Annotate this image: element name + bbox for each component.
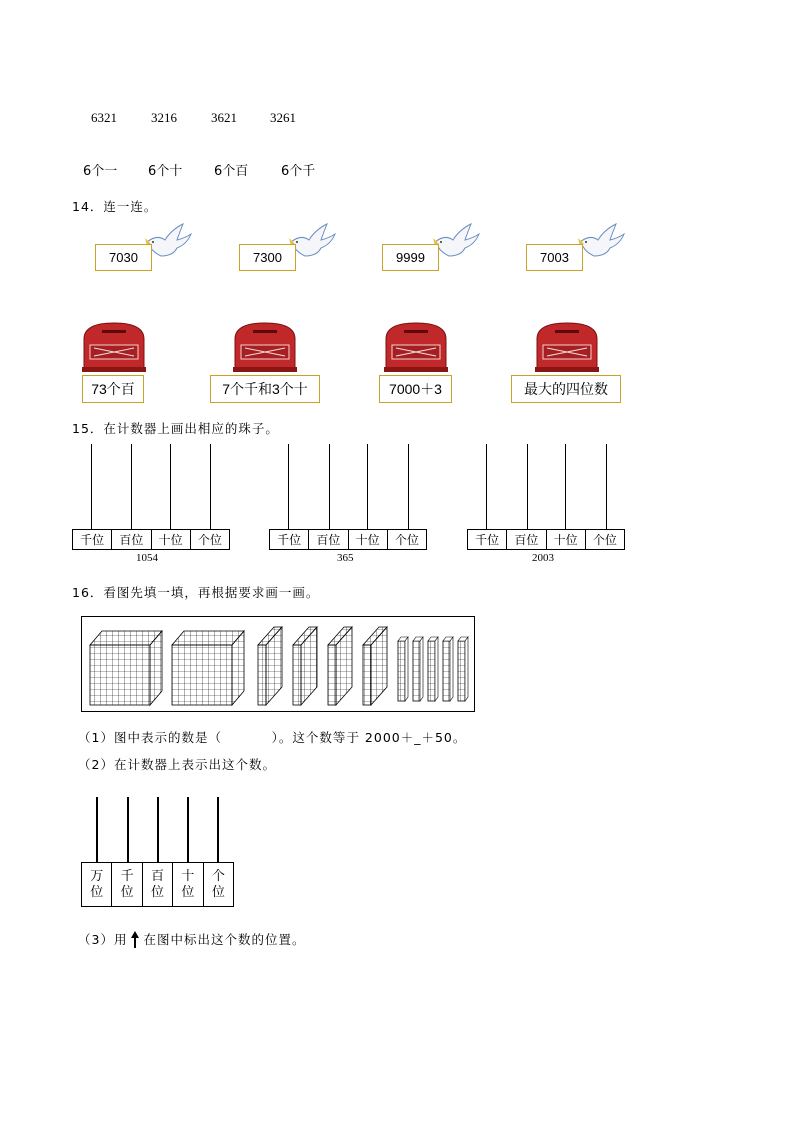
- place-ones: 个位: [190, 530, 229, 549]
- ten-rod: [428, 637, 438, 701]
- ten-rod: [398, 637, 408, 701]
- digit-label-thousands: 6个千: [281, 164, 316, 179]
- thousand-cube: [90, 631, 162, 705]
- abacus-caption: 365: [337, 552, 354, 564]
- mailbox-icon: [382, 321, 450, 373]
- number-box-7300[interactable]: 7300: [239, 244, 296, 271]
- base-ten-blocks-figure: [81, 616, 475, 712]
- place-thousands: 千 位: [111, 863, 141, 906]
- digit-label-ones: 6个一: [83, 164, 118, 179]
- place-tens: 十 位: [172, 863, 202, 906]
- q16-part3-before: （3）用: [78, 932, 128, 947]
- number-6321: 6321: [91, 110, 117, 125]
- place-ones: 个位: [387, 530, 426, 549]
- place-value-row: [72, 529, 230, 550]
- number-box-7030[interactable]: 7030: [95, 244, 152, 271]
- abacus-rod[interactable]: [217, 797, 219, 863]
- abacus-rod[interactable]: [91, 444, 92, 530]
- place-value-row: [467, 529, 625, 550]
- up-arrow-icon: [129, 929, 141, 949]
- q15-title: 15．在计数器上画出相应的珠子。: [72, 421, 279, 436]
- abacus-rod[interactable]: [367, 444, 368, 530]
- place-tens: 十位: [348, 530, 387, 549]
- place-hundreds: 百位: [111, 530, 150, 549]
- place-ones: 个位: [585, 530, 624, 549]
- abacus-rod[interactable]: [288, 444, 289, 530]
- q16-part2: （2）在计数器上表示出这个数。: [78, 757, 276, 772]
- ten-rod: [458, 637, 468, 701]
- mailbox-icon: [80, 321, 148, 373]
- mailbox-icon: [533, 321, 601, 373]
- place-hundreds: 百 位: [142, 863, 172, 906]
- abacus-rod[interactable]: [408, 444, 409, 530]
- hundred-flat: [293, 627, 317, 705]
- number-3261: 3261: [270, 110, 296, 125]
- abacus-rod[interactable]: [606, 444, 607, 530]
- place-hundreds: 百位: [308, 530, 347, 549]
- place-ten-thousands: 万 位: [90, 868, 104, 900]
- label-box-73-hundreds[interactable]: 73个百: [82, 375, 144, 403]
- number-box-9999[interactable]: 9999: [382, 244, 439, 271]
- place-ones: 个 位: [203, 863, 233, 906]
- abacus-rod[interactable]: [131, 444, 132, 530]
- abacus-rod[interactable]: [565, 444, 566, 530]
- place-value-row: [269, 529, 427, 550]
- place-tens: 十位: [546, 530, 585, 549]
- q16-title: 16．看图先填一填，再根据要求画一画。: [72, 585, 320, 600]
- hundred-flat: [258, 627, 282, 705]
- digit-label-tens: 6个十: [148, 164, 183, 179]
- hundred-flat: [363, 627, 387, 705]
- ten-rod: [443, 637, 453, 701]
- place-tens: 十位: [151, 530, 190, 549]
- q16-part3-after: 在图中标出这个数的位置。: [143, 932, 306, 947]
- q16-part3: [78, 929, 305, 949]
- abacus-rod[interactable]: [96, 797, 98, 863]
- abacus-rod[interactable]: [170, 444, 171, 530]
- abacus-rod[interactable]: [157, 797, 159, 863]
- base-ten-blocks-illustration: [82, 617, 474, 711]
- place-thousands: 千位: [80, 533, 105, 547]
- place-hundreds: 百位: [506, 530, 545, 549]
- abacus-caption: 1054: [136, 552, 158, 564]
- number-3216: 3216: [151, 110, 177, 125]
- number-3621: 3621: [211, 110, 237, 125]
- q16-part1: （1）图中表示的数是（ ）。这个数等于 2000＋_＋50。: [78, 730, 467, 745]
- abacus-caption: 2003: [532, 552, 554, 564]
- place-thousands: 千位: [277, 533, 302, 547]
- digit-label-hundreds: 6个百: [214, 164, 249, 179]
- abacus-rod[interactable]: [127, 797, 129, 863]
- mailbox-icon: [231, 321, 299, 373]
- dove-icon: [576, 222, 626, 264]
- abacus-rod[interactable]: [210, 444, 211, 530]
- hundred-flat: [328, 627, 352, 705]
- label-box-largest-4-digit[interactable]: 最大的四位数: [511, 375, 621, 403]
- label-box-7-thousands-3-tens[interactable]: 7个千和3个十: [210, 375, 320, 403]
- abacus-rod[interactable]: [527, 444, 528, 530]
- q14-title: 14．连一连。: [72, 199, 158, 214]
- label-box-7000-plus-3[interactable]: 7000＋3: [379, 375, 452, 403]
- number-box-7003[interactable]: 7003: [526, 244, 583, 271]
- thousand-cube: [172, 631, 244, 705]
- place-value-row-5: [81, 862, 234, 907]
- place-thousands: 千位: [475, 533, 500, 547]
- abacus-rod[interactable]: [486, 444, 487, 530]
- abacus-rod[interactable]: [187, 797, 189, 863]
- abacus-rod[interactable]: [329, 444, 330, 530]
- ten-rod: [413, 637, 423, 701]
